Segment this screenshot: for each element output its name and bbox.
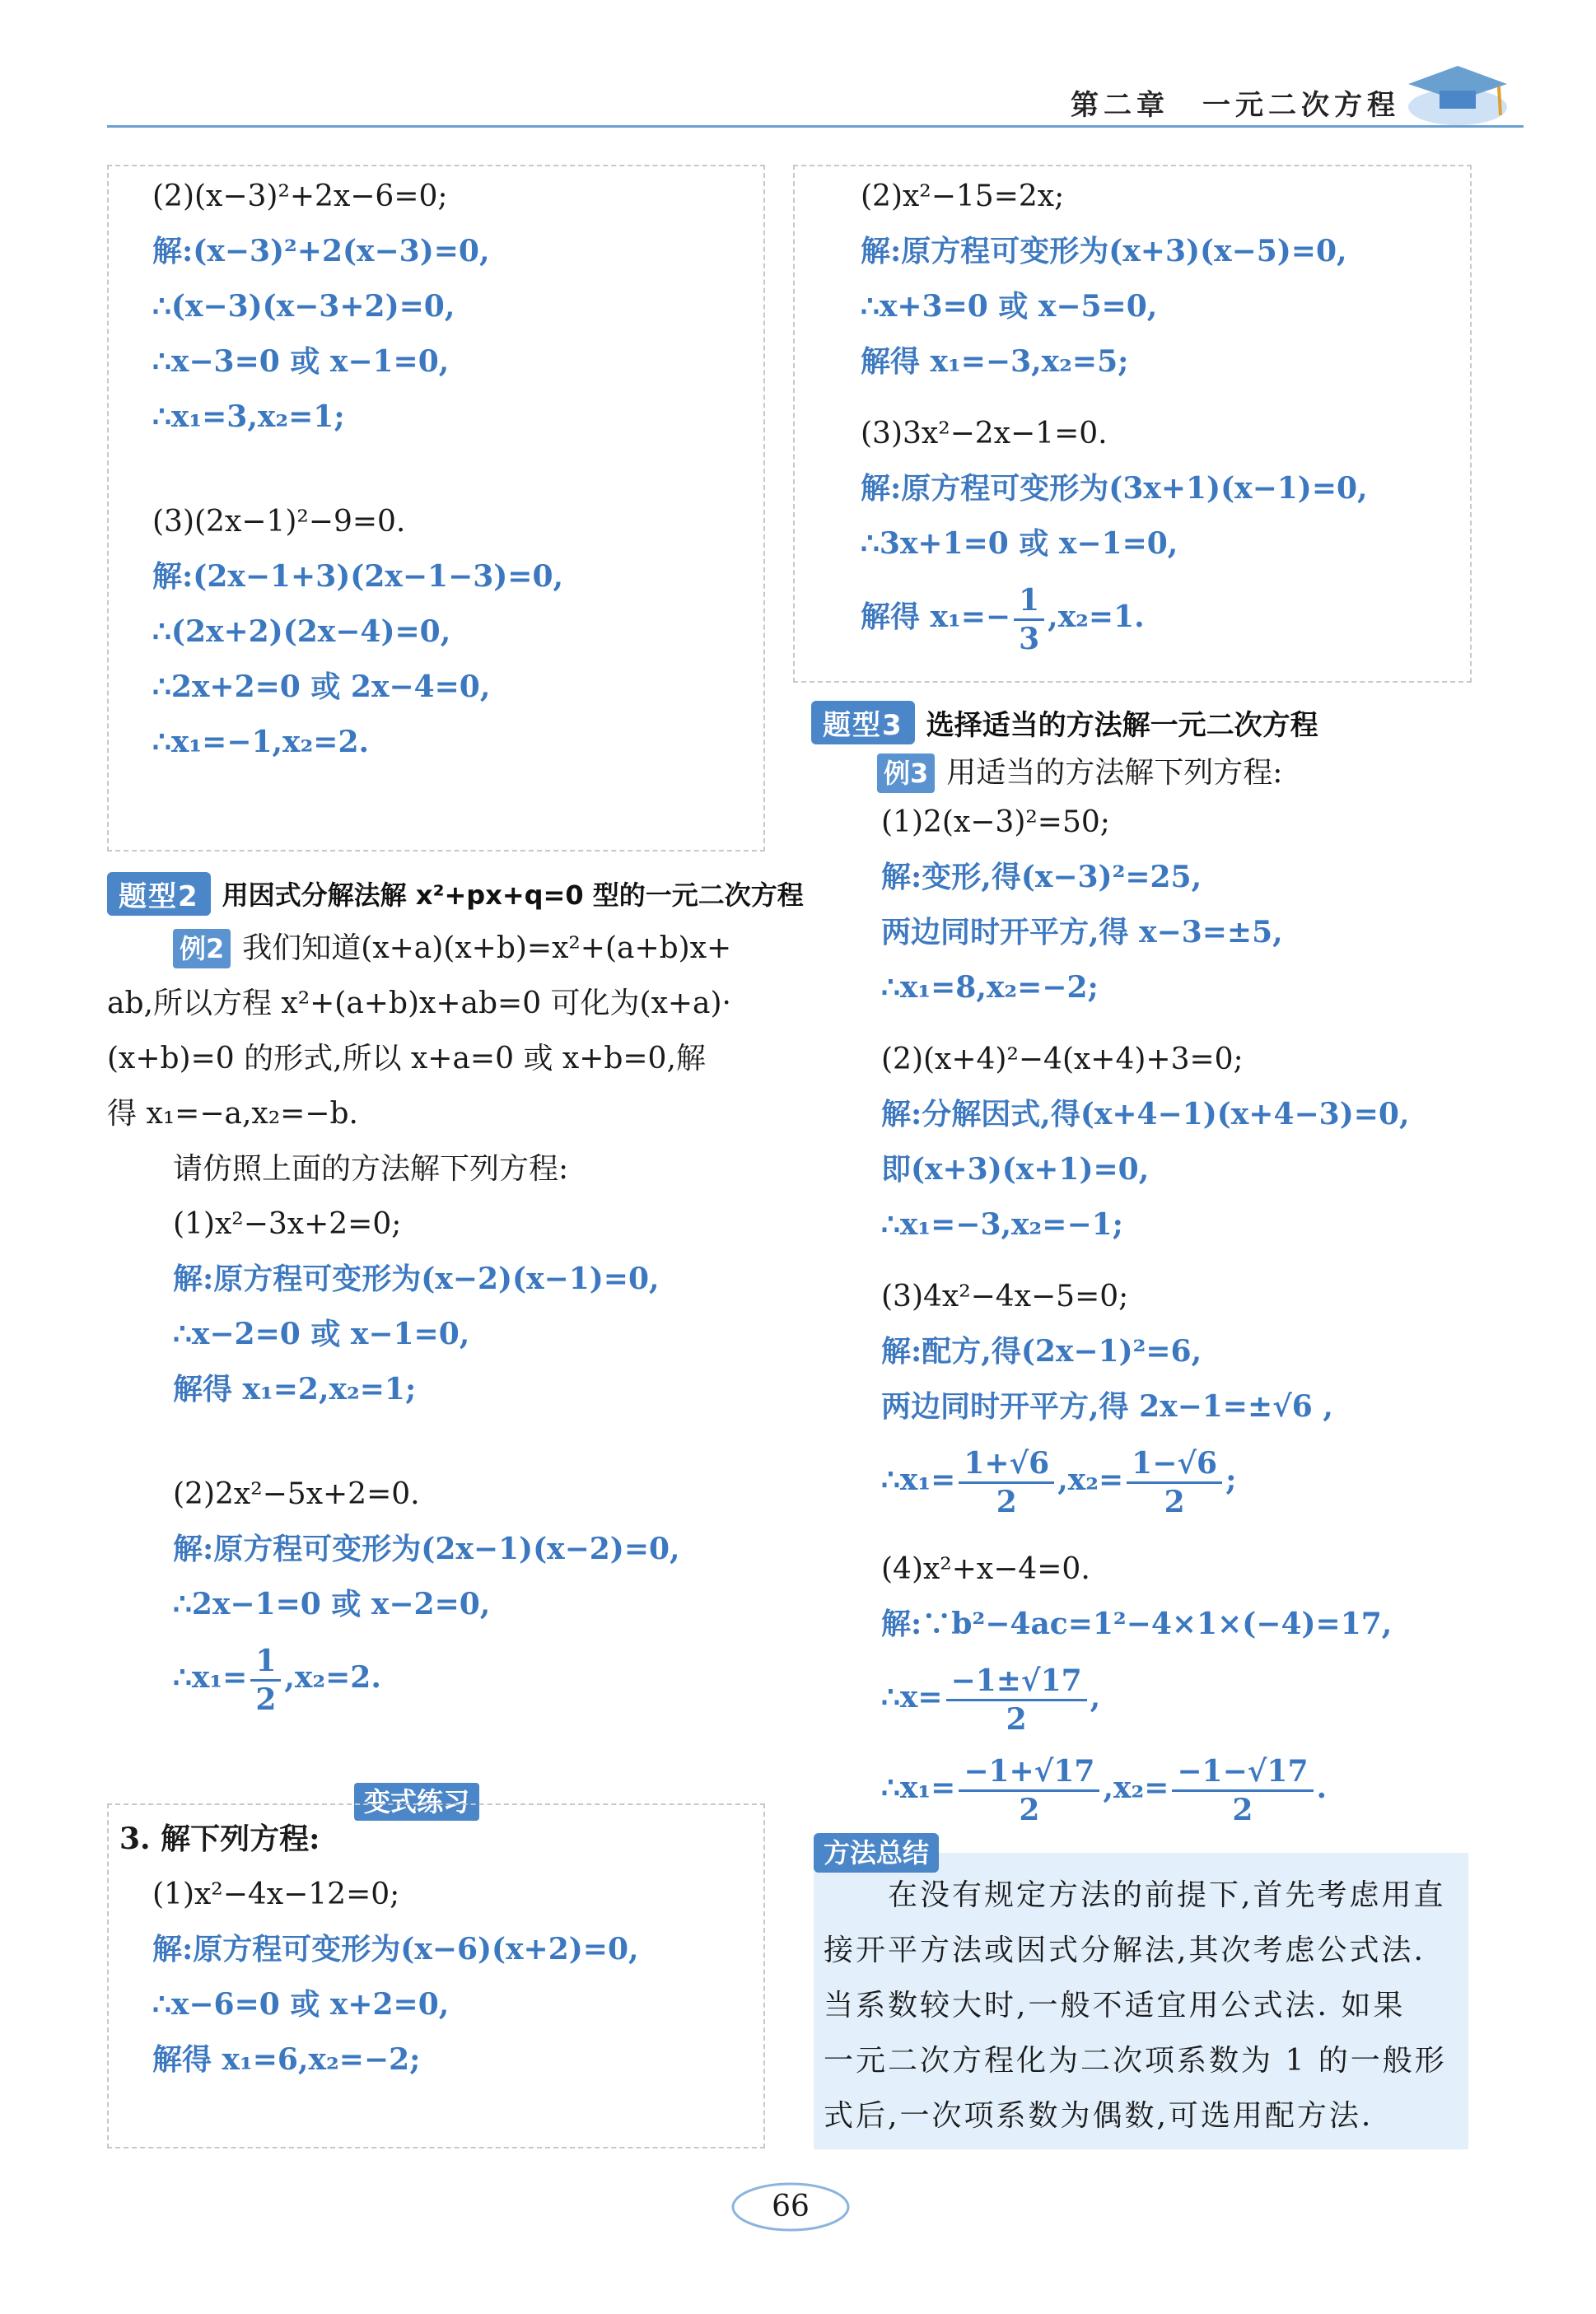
solution-line: (3)3x²−2x−1=0.	[861, 417, 1108, 450]
solution-line: ∴x₁=3,x₂=1;	[152, 399, 345, 434]
fraction	[959, 1445, 1054, 1520]
left-top-content	[152, 169, 563, 770]
solution-line: 解:原方程可变形为(2x−1)(x−2)=0,	[173, 1532, 680, 1566]
page-number: 66	[772, 2190, 810, 2223]
solution-line: 解得 x₁=2,x₂=1;	[173, 1372, 417, 1407]
solution-line: ∴(x−3)(x−3+2)=0,	[152, 289, 455, 324]
solution-line: 解:原方程可变形为(x+3)(x−5)=0,	[861, 234, 1347, 268]
section3-prompt: 用适当的方法解下列方程:	[946, 756, 1283, 790]
text-run: ,x₂=	[1103, 1770, 1169, 1805]
solution-fraction-line	[881, 1435, 1409, 1525]
intro-line-3: (x+b)=0 的形式,所以 x+a=0 或 x+b=0,解	[107, 1042, 706, 1075]
intro-line-2: ab,所以方程 x²+(a+b)x+ab=0 可化为(x+a)·	[107, 987, 732, 1020]
section2-prompt: 请仿照上面的方法解下列方程:	[173, 1152, 569, 1186]
summary-line: 式后,一次项系数为偶数,可选用配方法.	[824, 2099, 1374, 2133]
solution-line: 解:(x−3)²+2(x−3)=0,	[152, 234, 490, 268]
text-run: ∴x₁=	[881, 1770, 956, 1805]
solution-line: ∴x−6=0 或 x+2=0,	[152, 1987, 450, 2022]
solution-line: ∴x₁=−1,x₂=2.	[152, 725, 370, 759]
graduation-cap-icon	[1400, 58, 1515, 132]
solution-line: (2)(x+4)²−4(x+4)+3=0;	[881, 1043, 1244, 1076]
text-run: ∴x=	[881, 1680, 943, 1715]
solution-line: (2)2x²−5x+2=0.	[173, 1477, 420, 1511]
fraction	[946, 1663, 1087, 1738]
solution-line: 解:原方程可变形为(x−6)(x+2)=0,	[152, 1932, 639, 1966]
summary-text	[824, 1868, 1466, 2144]
solution-line: (4)x²+x−4=0.	[881, 1552, 1090, 1586]
exercise-title: 3. 解下列方程:	[119, 1822, 320, 1856]
solution-line: (1)x²−4x−12=0;	[152, 1878, 400, 1911]
solution-line: (2)(x−3)²+2x−6=0;	[152, 180, 448, 213]
fraction-denominator: 2	[255, 1682, 277, 1717]
fraction-numerator: 1	[1014, 582, 1044, 621]
text-run: 解得 x₁=−	[861, 599, 1011, 634]
summary-line: 在没有规定方法的前提下,首先考虑用直	[824, 1878, 1446, 1912]
right-top-content	[861, 169, 1368, 662]
solution-line: 解:∵b²−4ac=1²−4×1×(−4)=17,	[881, 1607, 1393, 1641]
section3-prompt-line	[877, 745, 1282, 800]
fraction-numerator: 1	[250, 1643, 281, 1682]
fraction-denominator: 2	[1006, 1701, 1027, 1737]
header-rule	[107, 125, 1524, 128]
solution-line: 解:配方,得(2x−1)²=6,	[881, 1334, 1202, 1369]
solution-line: 解:分解因式,得(x+4−1)(x+4−3)=0,	[881, 1097, 1410, 1131]
fraction-numerator: 1+√6	[959, 1445, 1054, 1484]
solution-line: ∴(2x+2)(2x−4)=0,	[152, 614, 451, 649]
section2-intro	[107, 921, 766, 1197]
text-run: ∴x₁=	[173, 1660, 248, 1695]
solution-line: 解得 x₁=−3,x₂=5;	[861, 344, 1129, 379]
fraction	[959, 1753, 1099, 1828]
example2-badge: 例2	[173, 929, 231, 968]
spacer	[152, 445, 563, 494]
solution-line: (3)(2x−1)²−9=0.	[152, 505, 406, 539]
fraction	[1014, 582, 1044, 657]
solution-line: (2)x²−15=2x;	[861, 180, 1065, 213]
chapter-header: 第二章 一元二次方程	[1071, 89, 1400, 122]
solution-fraction-line	[173, 1632, 680, 1723]
summary-title: 方法总结	[814, 1833, 939, 1873]
spacer	[861, 390, 1368, 406]
solution-line: (1)2(x−3)²=50;	[881, 805, 1110, 839]
practice-content	[119, 1812, 639, 2088]
solution-line: ∴2x+2=0 或 2x−4=0,	[152, 669, 491, 704]
solution-line: 解:变形,得(x−3)²=25,	[881, 860, 1202, 894]
solution-fraction-line	[881, 1652, 1409, 1742]
fraction-numerator: 1−√6	[1127, 1445, 1222, 1484]
solution-line: ∴x₁=−3,x₂=−1;	[881, 1207, 1123, 1242]
text-run: ,x₂=1.	[1048, 599, 1145, 634]
solution-line: ∴x−2=0 或 x−1=0,	[173, 1317, 470, 1351]
solution-line: 解:(2x−1+3)(2x−1−3)=0,	[152, 559, 564, 594]
spacer	[881, 1253, 1409, 1269]
section3-title: 选择适当的方法解一元二次方程	[926, 708, 1318, 742]
solution-line: ∴x−3=0 或 x−1=0,	[152, 344, 450, 379]
solution-line: 解得 x₁=6,x₂=−2;	[152, 2042, 421, 2077]
solution-line: 两边同时开平方,得 x−3=±5,	[881, 915, 1283, 949]
fraction-denominator: 2	[1019, 1792, 1040, 1827]
text-run: .	[1316, 1770, 1328, 1805]
solution-line: (1)x²−3x+2=0;	[173, 1207, 402, 1241]
fraction-numerator: −1±√17	[946, 1663, 1087, 1701]
summary-line: 一元二次方程化为二次项系数为 1 的一般形	[824, 2044, 1447, 2078]
spacer	[881, 1525, 1409, 1542]
solution-line: ∴2x−1=0 或 x−2=0,	[173, 1587, 491, 1621]
spacer	[881, 1015, 1409, 1032]
summary-line: 接开平方法或因式分解法,其次考虑公式法.	[824, 1934, 1426, 1967]
solution-line: 即(x+3)(x+1)=0,	[881, 1152, 1150, 1187]
intro-line-1: 我们知道(x+a)(x+b)=x²+(a+b)x+	[242, 931, 732, 965]
solution-fraction-line	[881, 1742, 1409, 1833]
fraction	[250, 1643, 281, 1718]
section3-solutions	[881, 795, 1409, 1833]
solution-line: 解:原方程可变形为(x−2)(x−1)=0,	[173, 1262, 660, 1296]
intro-line-4: 得 x₁=−a,x₂=−b.	[107, 1097, 358, 1131]
fraction-denominator: 3	[1019, 621, 1040, 656]
fraction-denominator: 2	[996, 1484, 1017, 1519]
solution-line: ∴x₁=8,x₂=−2;	[881, 970, 1099, 1005]
text-run: ∴x₁=	[881, 1463, 956, 1497]
practice-tag: 变式练习	[354, 1783, 479, 1821]
section2-badge: 题型2	[107, 872, 211, 916]
fraction	[1127, 1445, 1222, 1520]
text-run: ,	[1090, 1680, 1101, 1715]
section2-solutions	[173, 1197, 680, 1723]
section3-banner	[811, 700, 1318, 744]
solution-line: ∴x+3=0 或 x−5=0,	[861, 289, 1158, 324]
solution-line: 解:原方程可变形为(3x+1)(x−1)=0,	[861, 471, 1368, 506]
section2-title: 用因式分解法解 x²+px+q=0 型的一元二次方程	[222, 879, 804, 911]
solution-fraction-line	[861, 572, 1368, 662]
fraction	[1172, 1753, 1313, 1828]
solution-line: ∴3x+1=0 或 x−1=0,	[861, 526, 1178, 561]
fraction-denominator: 2	[1232, 1792, 1253, 1827]
example3-badge: 例3	[877, 753, 935, 793]
summary-line: 当系数较大时,一般不适宜用公式法. 如果	[824, 1989, 1406, 2022]
text-run: ;	[1225, 1463, 1237, 1497]
solution-line: 两边同时开平方,得 2x−1=±√6 ,	[881, 1389, 1333, 1424]
fraction-numerator: −1+√17	[959, 1753, 1099, 1792]
text-run: ,x₂=2.	[284, 1660, 381, 1695]
section2-banner	[107, 871, 804, 916]
solution-line: (3)4x²−4x−5=0;	[881, 1280, 1129, 1313]
text-run: ,x₂=	[1057, 1463, 1124, 1497]
section3-badge: 题型3	[811, 701, 915, 744]
spacer	[173, 1417, 680, 1467]
fraction-numerator: −1−√17	[1172, 1753, 1313, 1792]
fraction-denominator: 2	[1164, 1484, 1185, 1519]
